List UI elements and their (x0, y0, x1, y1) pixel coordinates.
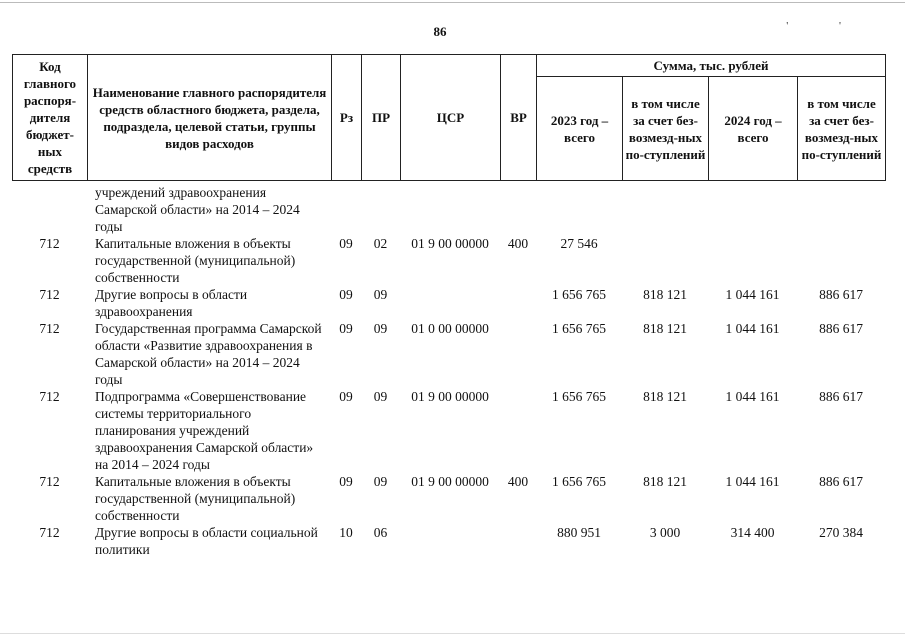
cell-2023-total: 1 656 765 (552, 321, 606, 336)
top-rule (0, 2, 905, 3)
cell-rz: 10 (339, 525, 353, 540)
cell-rz: 09 (339, 474, 353, 489)
cell-rz: 09 (339, 389, 353, 404)
cell-pr: 06 (373, 525, 388, 540)
cell-vr: 400 (507, 236, 529, 251)
cell-2024-total: 1 044 161 (725, 287, 780, 302)
cell-2023-total: 27 546 (560, 236, 598, 251)
table-row (12, 320, 885, 388)
cell-csr: 01 9 00 00000 (411, 236, 489, 251)
cell-2023-grants: 818 121 (643, 321, 687, 336)
cell-pr: 09 (373, 389, 388, 404)
cell-code: 712 (39, 236, 60, 251)
cell-2023-grants (622, 235, 708, 286)
cell-code: 712 (39, 474, 60, 489)
cell-vr (500, 524, 536, 558)
cell-2023-grants: 3 000 (649, 525, 681, 540)
cell-2023-total: 1 656 765 (552, 287, 606, 302)
cell-2024-total: 1 044 161 (725, 474, 780, 489)
cell-code (12, 184, 87, 235)
cell-name: Другие вопросы в области здравоохранения (95, 287, 248, 319)
cell-pr (361, 184, 400, 235)
table-row (12, 235, 885, 286)
cell-vr (500, 388, 536, 473)
cell-pr: 09 (373, 287, 388, 302)
cell-code: 712 (39, 321, 60, 336)
cell-vr (500, 184, 536, 235)
scan-marks: ' ' (786, 20, 865, 32)
page-number: 86 (433, 24, 447, 39)
cell-2024-total: 1 044 161 (725, 321, 780, 336)
cell-vr: 400 (507, 474, 529, 489)
cell-csr (400, 184, 500, 235)
cell-name: Другие вопросы в области социальной политики (95, 525, 318, 557)
table-row (12, 524, 885, 558)
cell-2023-total: 1 656 765 (552, 474, 606, 489)
cell-2024-grants (797, 184, 885, 235)
header-rz: Рз (332, 55, 362, 181)
header-name: Наименование главного распорядителя средств областного бюджета, раздела, подраздела, целевой статьи, группы видов расходов (88, 55, 332, 181)
cell-name: учреждений здравоохранения Самарской области» на 2014 – 2024 годы (95, 185, 300, 234)
cell-2024-grants: 886 617 (819, 287, 863, 302)
cell-2024-grants: 886 617 (819, 474, 863, 489)
cell-2023-total (536, 184, 622, 235)
cell-name: Капитальные вложения в объекты государственной (муниципальной) собственности (95, 236, 296, 285)
cell-code: 712 (39, 525, 60, 540)
cell-pr: 02 (373, 236, 388, 251)
cell-2024-total: 1 044 161 (725, 389, 780, 404)
cell-2024-grants: 886 617 (819, 389, 863, 404)
cell-pr: 09 (373, 474, 388, 489)
header-code: Код главного распоря-дителя бюджет-ных средств (13, 55, 88, 181)
table-row (12, 286, 885, 320)
header-2023-total: 2023 год – всего (537, 77, 623, 181)
header-pr: ПР (362, 55, 401, 181)
cell-code: 712 (39, 287, 60, 302)
cell-name: Капитальные вложения в объекты государственной (муниципальной) собственности (95, 474, 296, 523)
cell-2024-grants: 886 617 (819, 321, 863, 336)
cell-2024-grants (797, 235, 885, 286)
cell-code: 712 (39, 389, 60, 404)
cell-csr (400, 524, 500, 558)
header-2023-grants: в том числе за счет без-возмезд-ных по-ступлений (623, 77, 709, 181)
table-row (12, 473, 885, 524)
cell-2023-total: 1 656 765 (552, 389, 606, 404)
table-row (12, 388, 885, 473)
header-csr: ЦСР (401, 55, 501, 181)
cell-2023-grants: 818 121 (643, 389, 687, 404)
header-2024-total: 2024 год – всего (709, 77, 798, 181)
cell-2024-total: 314 400 (730, 525, 775, 540)
cell-rz: 09 (339, 287, 353, 302)
table-body (12, 184, 885, 558)
header-2024-grants: в том числе за счет без-возмезд-ных по-ступлений (798, 77, 886, 181)
cell-csr: 01 9 00 00000 (411, 389, 489, 404)
cell-name: Подпрограмма «Совершенствование системы территориального планирования учреждений здравоохранения Самарской области» на 2014 – 2024 годы (95, 389, 314, 472)
cell-2024-total (708, 184, 797, 235)
header-sum: Сумма, тыс. рублей (537, 55, 886, 77)
cell-vr (500, 320, 536, 388)
cell-name: Государственная программа Самарской области «Развитие здравоохранения в Самарской области» на 2014 – 2024 годы (95, 321, 322, 387)
cell-pr: 09 (373, 321, 388, 336)
cell-vr (500, 286, 536, 320)
table-row (12, 184, 885, 235)
cell-2023-grants: 818 121 (643, 474, 687, 489)
cell-2023-grants: 818 121 (643, 287, 687, 302)
cell-rz: 09 (339, 321, 353, 336)
cell-rz: 09 (339, 236, 353, 251)
table-header (12, 54, 886, 181)
cell-2023-grants (622, 184, 708, 235)
cell-2024-grants: 270 384 (819, 525, 863, 540)
cell-csr: 01 9 00 00000 (411, 474, 489, 489)
cell-rz (331, 184, 361, 235)
cell-csr (400, 286, 500, 320)
header-vr: ВР (501, 55, 537, 181)
cell-2024-total (708, 235, 797, 286)
cell-2023-total: 880 951 (557, 525, 601, 540)
cell-csr: 01 0 00 00000 (411, 321, 489, 336)
